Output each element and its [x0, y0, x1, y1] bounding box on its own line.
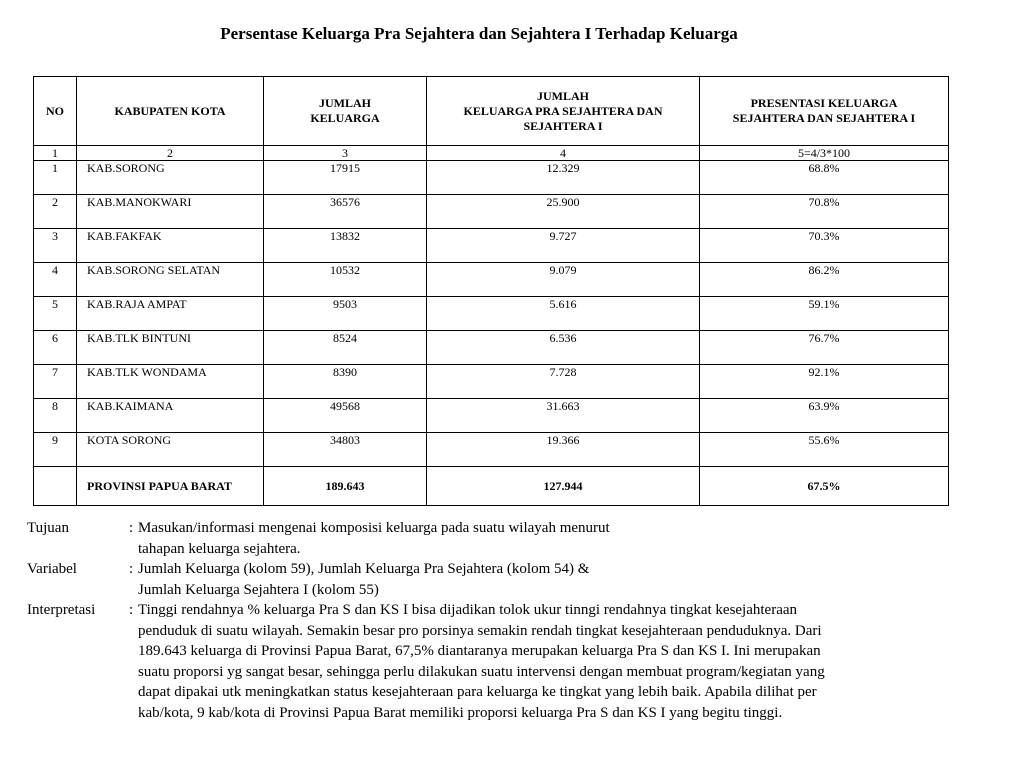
table-cell: 7	[34, 365, 77, 399]
note-variabel	[27, 559, 987, 600]
table-cell: 5.616	[427, 297, 700, 331]
column-header-presentasi: PRESENTASI KELUARGA SEJAHTERA DAN SEJAHTERA I	[700, 77, 949, 146]
table-cell: 9.727	[427, 229, 700, 263]
table-cell: KAB.SORONG	[77, 161, 264, 195]
table-cell: 2	[34, 195, 77, 229]
table-header-row	[34, 77, 949, 146]
index-cell: 3	[264, 146, 427, 161]
table-row	[34, 161, 949, 195]
index-cell: 4	[427, 146, 700, 161]
table-row	[34, 331, 949, 365]
page-title: Persentase Keluarga Pra Sejahtera dan Sejahtera I Terhadap Keluarga	[220, 24, 738, 43]
table-cell: 4	[34, 263, 77, 297]
total-cell: 127.944	[427, 467, 700, 506]
note-interpretasi	[27, 600, 987, 723]
table-cell: 3	[34, 229, 77, 263]
note-text: Masukan/informasi mengenai komposisi keluarga pada suatu wilayah menurut tahapan keluarga sejahtera.	[138, 520, 610, 557]
column-header-jumlah-keluarga: JUMLAH KELUARGA	[264, 77, 427, 146]
table-cell: 7.728	[427, 365, 700, 399]
table-cell: 36576	[264, 195, 427, 229]
table-cell: 8	[34, 399, 77, 433]
table-row	[34, 365, 949, 399]
total-cell: 67.5%	[700, 467, 949, 506]
total-cell	[34, 467, 77, 506]
table-cell: KAB.KAIMANA	[77, 399, 264, 433]
index-cell: 5=4/3*100	[700, 146, 949, 161]
table-cell: 8524	[264, 331, 427, 365]
table-cell: 5	[34, 297, 77, 331]
table-index-row	[34, 146, 949, 161]
table-row	[34, 195, 949, 229]
column-header-no: NO	[34, 77, 77, 146]
note-text: Jumlah Keluarga (kolom 59), Jumlah Keluarga Pra Sejahtera (kolom 54) & Jumlah Keluarga Sejahtera I (kolom 55)	[138, 561, 590, 598]
table-cell: KOTA SORONG	[77, 433, 264, 467]
table-cell: 9.079	[427, 263, 700, 297]
note-label: Interpretasi	[27, 602, 96, 618]
table-cell: 34803	[264, 433, 427, 467]
table-cell: 9503	[264, 297, 427, 331]
table-cell: 25.900	[427, 195, 700, 229]
table-cell: KAB.TLK BINTUNI	[77, 331, 264, 365]
table-cell: 49568	[264, 399, 427, 433]
table-cell: 1	[34, 161, 77, 195]
table-cell: 13832	[264, 229, 427, 263]
column-header-jumlah-pra-sejahtera: JUMLAH KELUARGA PRA SEJAHTERA DAN SEJAHTERA I	[427, 77, 700, 146]
table-cell: 31.663	[427, 399, 700, 433]
table-cell: 9	[34, 433, 77, 467]
table-cell: 19.366	[427, 433, 700, 467]
table-cell: 17915	[264, 161, 427, 195]
table-body	[34, 146, 949, 506]
total-cell: PROVINSI PAPUA BARAT	[77, 467, 264, 506]
table-cell: KAB.TLK WONDAMA	[77, 365, 264, 399]
table-cell: 70.8%	[700, 195, 949, 229]
table-cell: KAB.MANOKWARI	[77, 195, 264, 229]
data-table	[33, 76, 949, 506]
note-colon: :	[129, 520, 134, 536]
table-row	[34, 229, 949, 263]
table-cell: 12.329	[427, 161, 700, 195]
note-colon: :	[129, 602, 134, 618]
note-label: Variabel	[27, 561, 77, 577]
table-cell: 92.1%	[700, 365, 949, 399]
note-text: Tinggi rendahnya % keluarga Pra S dan KS I bisa dijadikan tolok ukur tinngi rendahnya tingkat kesejahteraan penduduk di suatu wilayah. Semakin besar pro porsinya semakin rendah tingkat kesejahteraan penduduknya. Dari 189.643 keluarga di Provinsi Papua Barat, 67,5% diantaranya merupakan keluarga Pra S dan KS I. Ini merupakan suatu proporsi yg sangat besar, sehingga perlu dilakukan suatu intervensi dengan membuat program/kegiatan yang dapat dipakai utk meningkatkan status kesejahteraan para keluarga ke tingkat yang lebih baik. Apabila dilihat per kab/kota, 9 kab/kota di Provinsi Papua Barat memiliki proporsi keluarga Pra S dan KS I yang begitu tinggi.	[138, 602, 825, 721]
table-cell: 76.7%	[700, 331, 949, 365]
table-cell: 10532	[264, 263, 427, 297]
table-row	[34, 263, 949, 297]
table-cell: 6	[34, 331, 77, 365]
note-tujuan	[27, 518, 987, 559]
table-total-row	[34, 467, 949, 506]
table-cell: 68.8%	[700, 161, 949, 195]
notes-section	[27, 518, 987, 723]
table-row	[34, 433, 949, 467]
table-cell: 59.1%	[700, 297, 949, 331]
total-cell: 189.643	[264, 467, 427, 506]
table-row	[34, 399, 949, 433]
table-cell: KAB.FAKFAK	[77, 229, 264, 263]
table-cell: KAB.SORONG SELATAN	[77, 263, 264, 297]
index-cell: 2	[77, 146, 264, 161]
table-cell: 6.536	[427, 331, 700, 365]
index-cell: 1	[34, 146, 77, 161]
table-cell: 70.3%	[700, 229, 949, 263]
note-colon: :	[129, 561, 134, 577]
table-cell: 8390	[264, 365, 427, 399]
table-cell: 86.2%	[700, 263, 949, 297]
table-cell: KAB.RAJA AMPAT	[77, 297, 264, 331]
column-header-kabupaten: KABUPATEN KOTA	[77, 77, 264, 146]
note-label: Tujuan	[27, 520, 69, 536]
table-row	[34, 297, 949, 331]
table-cell: 55.6%	[700, 433, 949, 467]
table-cell: 63.9%	[700, 399, 949, 433]
